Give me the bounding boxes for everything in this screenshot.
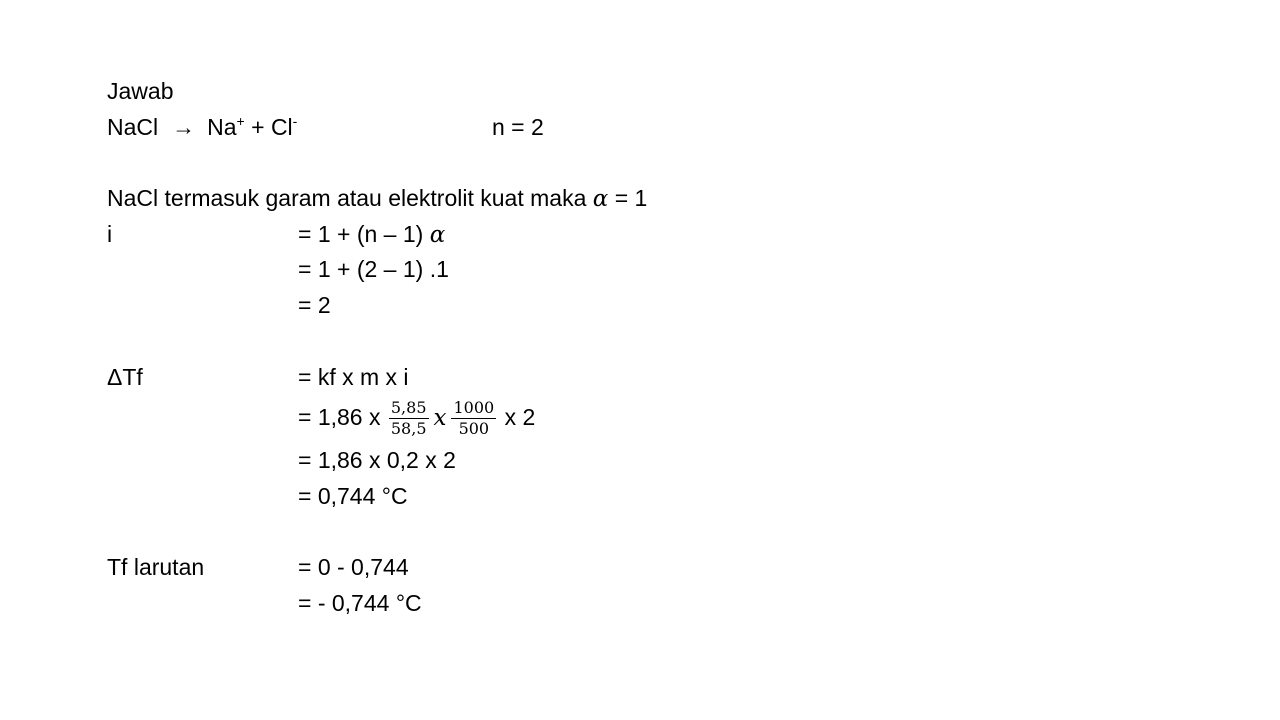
fraction-mass-over-mr	[389, 399, 429, 438]
tf-step-2: = - 0,744 °C	[298, 590, 422, 616]
plus-sign: +	[251, 114, 265, 140]
dtf-step-2-prefix: = 1,86 x	[298, 404, 381, 430]
alpha-symbol: α	[429, 222, 446, 248]
dtf-step-4: = 0,744 °C	[298, 483, 408, 509]
reaction-arrow-icon: →	[172, 114, 196, 140]
dtf-step-1: = kf x m x i	[298, 364, 409, 390]
multiply-symbol: x	[433, 405, 447, 431]
fraction-numerator: 1000	[453, 398, 495, 418]
fraction-1000-over-mass	[451, 399, 496, 438]
statement-text: NaCl termasuk garam atau elektrolit kuat maka	[107, 185, 587, 211]
dtf-step-2-suffix: x 2	[504, 404, 536, 430]
i-label: i	[107, 221, 113, 247]
dtf-step-3: = 1,86 x 0,2 x 2	[298, 447, 456, 473]
fraction-denominator: 58,5	[390, 419, 427, 439]
i-step-3: = 2	[298, 292, 331, 318]
fraction-numerator: 5,85	[390, 398, 427, 418]
i-step-1	[298, 220, 445, 249]
electrolyte-statement	[107, 184, 647, 213]
chloride-charge: -	[292, 113, 298, 129]
product-sodium: Na	[207, 114, 237, 140]
answer-heading: Jawab	[107, 78, 174, 104]
i-step-1-text: = 1 + (n – 1)	[298, 221, 424, 247]
tf-label: Tf larutan	[107, 554, 205, 580]
sodium-charge: +	[236, 113, 245, 129]
reactant: NaCl	[107, 114, 159, 140]
dissociation-equation	[107, 113, 297, 141]
i-step-2: = 1 + (2 – 1) .1	[298, 256, 449, 282]
ion-count: n = 2	[492, 114, 544, 140]
statement-tail: = 1	[614, 185, 648, 211]
dtf-step-2	[298, 398, 535, 438]
dtf-label: ΔTf	[107, 364, 143, 390]
product-chloride: Cl	[270, 114, 293, 140]
alpha-symbol: α	[592, 186, 609, 212]
fraction-denominator: 500	[458, 419, 490, 439]
tf-step-1: = 0 - 0,744	[298, 554, 409, 580]
